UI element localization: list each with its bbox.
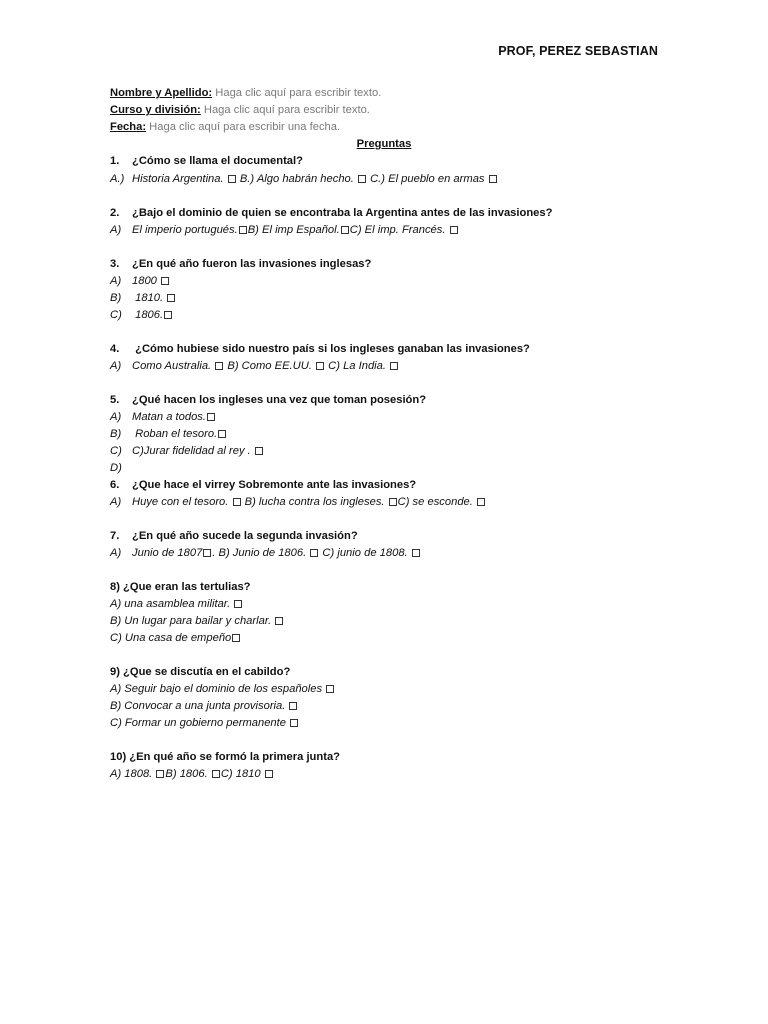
name-label: Nombre y Apellido:: [110, 87, 213, 99]
answer-text: 1806.: [132, 309, 164, 321]
answer-b: B) Como EE.UU.: [224, 360, 312, 372]
checkbox-icon[interactable]: [161, 277, 169, 285]
question-number: 1.: [110, 155, 120, 167]
answers-7: [110, 546, 421, 561]
answer-c: C) 1810: [220, 768, 261, 780]
answer-text: 1800: [132, 275, 157, 287]
answer-option: [110, 308, 173, 323]
answer-b: . B) Junio de 1806.: [212, 547, 307, 559]
answers-1: [110, 172, 498, 187]
answer-text: 1810.: [132, 292, 164, 304]
answer-letter: A): [110, 547, 122, 559]
question-text: ¿En qué año sucede la segunda invasión?: [132, 530, 358, 542]
checkbox-icon[interactable]: [164, 311, 172, 319]
answer-b: B.) Algo habrán hecho.: [239, 173, 354, 185]
answer-option: [110, 682, 335, 697]
answers-6: [110, 495, 486, 510]
checkbox-icon[interactable]: [326, 685, 334, 693]
answer-text: C) Formar un gobierno permanente: [110, 717, 286, 729]
checkbox-icon[interactable]: [477, 498, 485, 506]
checkbox-icon[interactable]: [203, 549, 211, 557]
answer-letter: A): [110, 360, 122, 372]
question-text: ¿Qué hacen los ingleses una vez que toman posesión?: [132, 394, 427, 406]
checkbox-icon[interactable]: [316, 362, 324, 370]
checkbox-icon[interactable]: [450, 226, 458, 234]
checkbox-icon[interactable]: [207, 413, 215, 421]
question-number: 5.: [110, 394, 120, 406]
answer-a: El imperio portugués.: [132, 224, 238, 236]
answer-a: Huye con el tesoro.: [132, 496, 229, 508]
answer-letter: A): [110, 496, 122, 508]
checkbox-icon[interactable]: [412, 549, 420, 557]
answer-text: Roban el tesoro.: [132, 428, 218, 440]
question-number: 6.: [110, 479, 120, 491]
answers-10: [110, 767, 274, 782]
course-placeholder[interactable]: Haga clic aquí para escribir texto.: [200, 104, 370, 116]
answer-c: C) se esconde.: [397, 496, 473, 508]
checkbox-icon[interactable]: [275, 617, 283, 625]
answer-letter: C): [110, 309, 122, 321]
question-number: 4.: [110, 343, 120, 355]
answer-letter: A): [110, 411, 122, 423]
checkbox-icon[interactable]: [215, 362, 223, 370]
checkbox-icon[interactable]: [239, 226, 247, 234]
answer-text: C) Una casa de empeño: [110, 632, 232, 644]
checkbox-icon[interactable]: [228, 175, 236, 183]
date-field[interactable]: [110, 121, 340, 133]
question-text: ¿En qué año fueron las invasiones inglesas?: [132, 258, 372, 270]
question-4: [110, 342, 530, 357]
answer-option: [110, 461, 132, 476]
answer-letter: A): [110, 224, 122, 236]
name-placeholder[interactable]: Haga clic aquí para escribir texto.: [212, 87, 382, 99]
question-number: 2.: [110, 207, 120, 219]
answer-option: [110, 410, 216, 425]
checkbox-icon[interactable]: [489, 175, 497, 183]
answer-text: B) Convocar a una junta provisoria.: [110, 700, 286, 712]
course-field[interactable]: [110, 104, 370, 116]
checkbox-icon[interactable]: [234, 600, 242, 608]
checkbox-icon[interactable]: [233, 498, 241, 506]
checkbox-icon[interactable]: [341, 226, 349, 234]
checkbox-icon[interactable]: [358, 175, 366, 183]
answer-c: C) La India.: [325, 360, 386, 372]
answer-c: C) junio de 1808.: [319, 547, 408, 559]
section-title-text: Preguntas: [356, 138, 412, 150]
answer-letter: B): [110, 292, 122, 304]
answer-text: A) Seguir bajo el dominio de los españoles: [110, 683, 323, 695]
checkbox-icon[interactable]: [290, 719, 298, 727]
checkbox-icon[interactable]: [212, 770, 220, 778]
answer-option: [110, 291, 176, 306]
teacher-name: PROF, PEREZ SEBASTIAN: [498, 44, 658, 58]
answer-letter: D): [110, 462, 122, 474]
answer-b: B) lucha contra los ingleses.: [244, 496, 385, 508]
question-2: [110, 206, 552, 221]
question-text: ¿Que hace el virrey Sobremonte ante las invasiones?: [132, 479, 417, 491]
checkbox-icon[interactable]: [265, 770, 273, 778]
answer-option: [110, 716, 299, 731]
question-text: ¿Bajo el dominio de quien se encontraba la Argentina antes de las invasiones?: [132, 207, 553, 219]
checkbox-icon[interactable]: [310, 549, 318, 557]
date-placeholder[interactable]: Haga clic aquí para escribir una fecha.: [146, 121, 341, 133]
question-6: [110, 478, 416, 493]
checkbox-icon[interactable]: [255, 447, 263, 455]
checkbox-icon[interactable]: [232, 634, 240, 642]
date-label: Fecha:: [110, 121, 147, 133]
answer-text: Matan a todos.: [132, 411, 207, 423]
answer-a: Junio de 1807: [132, 547, 203, 559]
checkbox-icon[interactable]: [218, 430, 226, 438]
answer-a: Como Australia.: [132, 360, 212, 372]
answer-a: A) 1808.: [110, 768, 153, 780]
checkbox-icon[interactable]: [390, 362, 398, 370]
question-text: ¿Cómo se llama el documental?: [132, 155, 303, 167]
answer-text: A) una asamblea militar.: [110, 598, 231, 610]
question-9: 9) ¿Que se discutía en el cabildo?: [110, 666, 291, 678]
answer-b: B) 1806.: [165, 768, 208, 780]
answer-letter: A): [110, 275, 122, 287]
answer-letter: B): [110, 428, 122, 440]
answer-c: C) El imp. Francés.: [349, 224, 446, 236]
course-label: Curso y división:: [110, 104, 201, 116]
question-3: [110, 257, 371, 272]
answer-letter: C): [110, 445, 122, 457]
answer-c: C.) El pueblo en armas: [370, 173, 485, 185]
checkbox-icon[interactable]: [289, 702, 297, 710]
name-field[interactable]: [110, 87, 381, 99]
answer-text: B) Un lugar para bailar y charlar.: [110, 615, 272, 627]
answer-option: [110, 427, 227, 442]
question-text: ¿Cómo hubiese sido nuestro país si los ingleses ganaban las invasiones?: [132, 343, 530, 355]
answer-option: [110, 274, 170, 289]
checkbox-icon[interactable]: [167, 294, 175, 302]
answer-option: [110, 614, 284, 629]
answers-4: [110, 359, 399, 374]
answer-text: C)Jurar fidelidad al rey .: [132, 445, 251, 457]
answer-option: [110, 699, 298, 714]
question-7: [110, 529, 358, 544]
answer-option: [110, 631, 241, 646]
answer-option: [110, 444, 264, 459]
question-8: 8) ¿Que eran las tertulias?: [110, 581, 251, 593]
answer-b: B) El imp Español.: [247, 224, 340, 236]
question-1: [110, 154, 303, 169]
question-10: 10) ¿En qué año se formó la primera junta?: [110, 751, 341, 763]
checkbox-icon[interactable]: [156, 770, 164, 778]
checkbox-icon[interactable]: [389, 498, 397, 506]
question-5: [110, 393, 426, 408]
section-title: [0, 138, 768, 150]
answer-option: [110, 597, 243, 612]
question-number: 3.: [110, 258, 120, 270]
answer-letter: A.): [110, 173, 125, 185]
question-number: 7.: [110, 530, 120, 542]
answers-2: [110, 223, 459, 238]
answer-a: Historia Argentina.: [132, 173, 224, 185]
